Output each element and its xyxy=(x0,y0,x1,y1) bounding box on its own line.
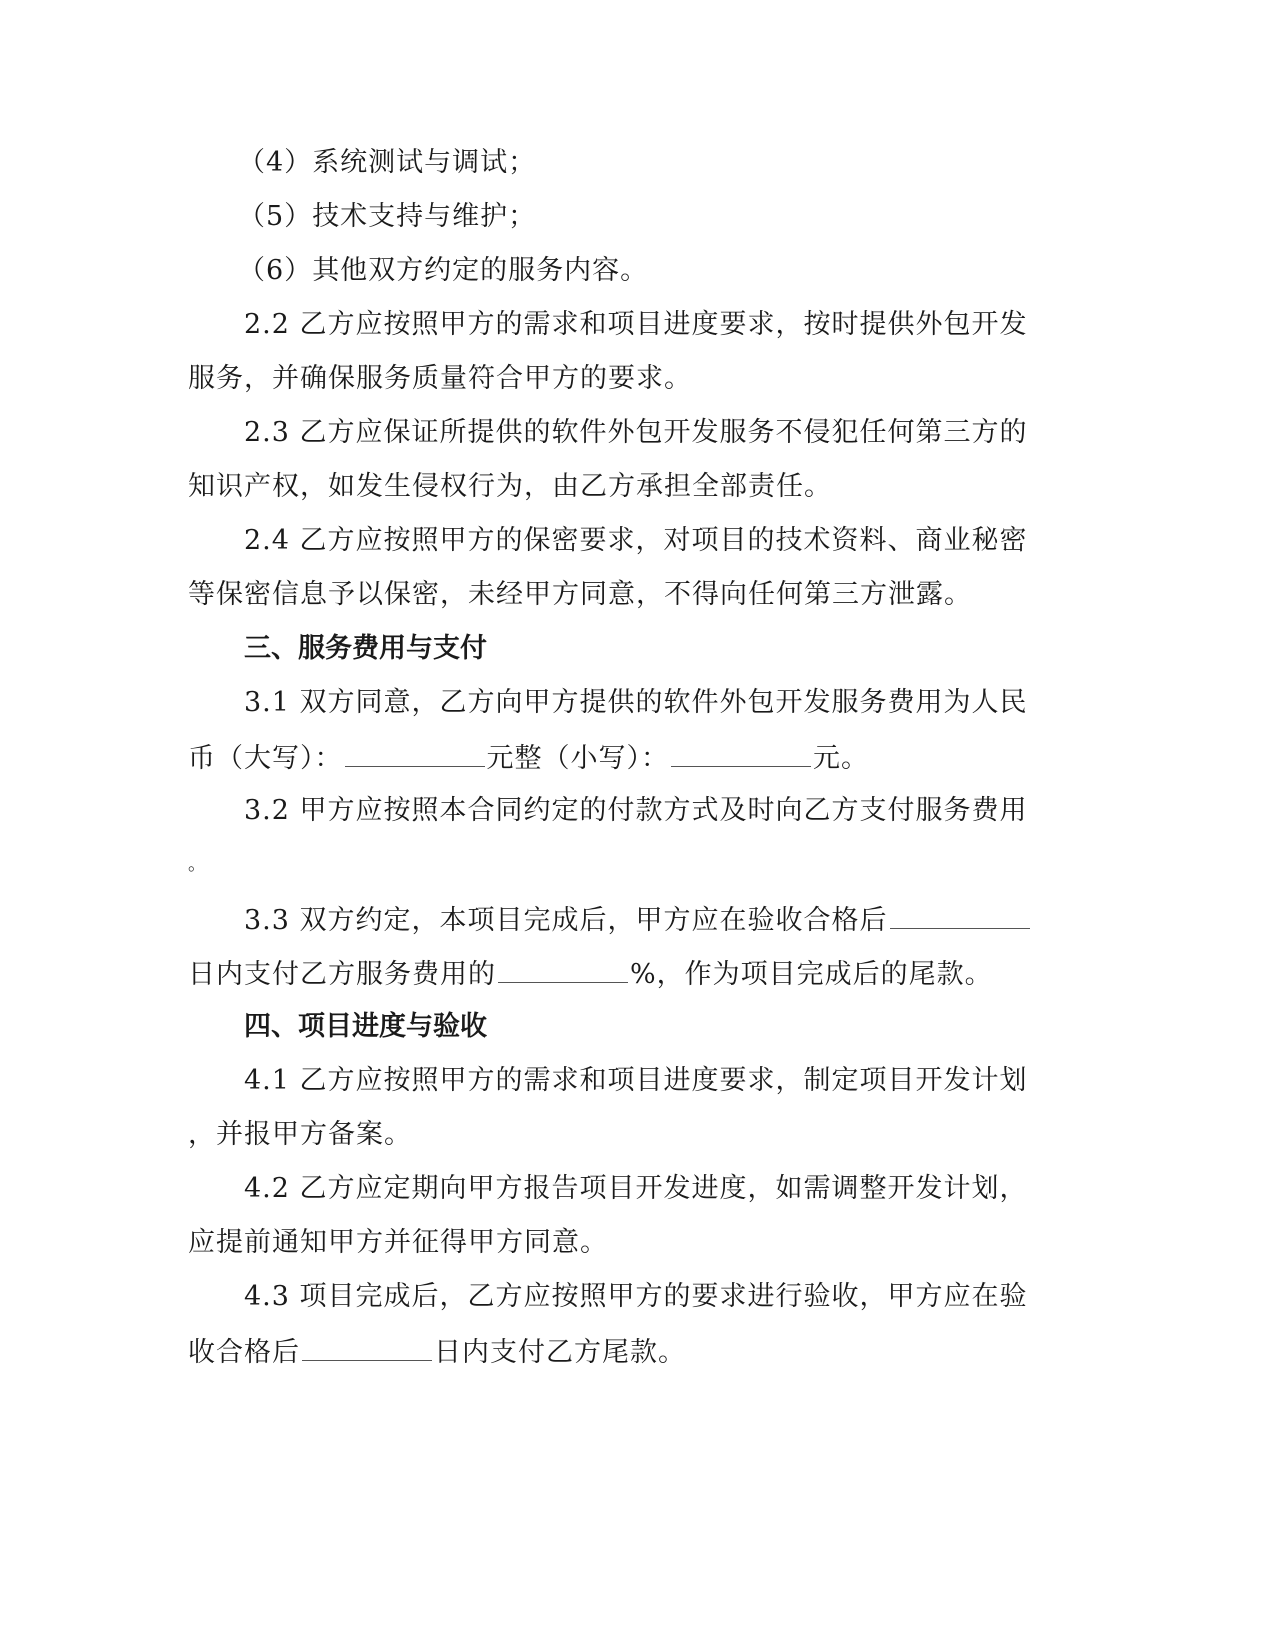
section-heading-3: 三、服务费用与支付 xyxy=(244,633,487,664)
clause-2-4-line2: 等保密信息予以保密，未经甲方同意，不得向任何第三方泄露。 xyxy=(188,579,972,610)
clause-2-3-line1: 2.3 乙方应保证所提供的软件外包开发服务不侵犯任何第三方的 xyxy=(244,417,1028,448)
list-marker: （4） xyxy=(238,147,313,178)
list-text: 其他双方约定的服务内容。 xyxy=(312,255,649,286)
clause-4-3-text2: 收合格后 xyxy=(188,1337,300,1368)
section-heading-4: 四、项目进度与验收 xyxy=(244,1011,487,1042)
amount-uppercase-label: 币（大写）： xyxy=(188,743,343,774)
payment-days-field[interactable] xyxy=(890,902,1030,929)
amount-uppercase-field[interactable] xyxy=(345,740,485,767)
amount-lowercase-field[interactable] xyxy=(671,740,811,767)
clause-3-3-text: 3.3 双方约定，本项目完成后，甲方应在验收合格后 xyxy=(244,905,888,936)
clause-4-2-line1: 4.2 乙方应定期向甲方报告项目开发进度，如需调整开发计划， xyxy=(244,1173,1028,1204)
clause-4-3-text3: 日内支付乙方尾款。 xyxy=(434,1337,686,1368)
clause-2-2-line1: 2.2 乙方应按照甲方的需求和项目进度要求，按时提供外包开发 xyxy=(244,309,1028,340)
amount-lowercase-label: 元整（小写）： xyxy=(486,743,669,774)
clause-4-2-line2: 应提前通知甲方并征得甲方同意。 xyxy=(188,1227,608,1258)
clause-3-3-line1 xyxy=(244,902,1032,938)
currency-unit: 元。 xyxy=(813,743,869,774)
clause-3-3-text3: %，作为项目完成后的尾款。 xyxy=(630,959,993,990)
list-item-5 xyxy=(238,200,536,234)
final-payment-days-field[interactable] xyxy=(302,1334,432,1361)
clause-2-4-line1: 2.4 乙方应按照甲方的保密要求，对项目的技术资料、商业秘密 xyxy=(244,525,1028,556)
clause-3-3-line2 xyxy=(188,956,993,992)
list-text: 技术支持与维护； xyxy=(312,201,537,232)
clause-2-3-line2: 知识产权，如发生侵权行为，由乙方承担全部责任。 xyxy=(188,471,832,502)
list-text: 系统测试与调试； xyxy=(312,147,537,178)
list-marker: （5） xyxy=(238,201,313,232)
clause-3-3-text2: 日内支付乙方服务费用的 xyxy=(188,959,496,990)
clause-3-1-line1: 3.1 双方同意，乙方向甲方提供的软件外包开发服务费用为人民 xyxy=(244,687,1028,718)
clause-4-1-line2: ，并报甲方备案。 xyxy=(188,1119,412,1150)
list-item-4 xyxy=(238,146,536,180)
clause-4-3-line1: 4.3 项目完成后，乙方应按照甲方的要求进行验收，甲方应在验 xyxy=(244,1281,1028,1312)
final-payment-percent-field[interactable] xyxy=(498,956,628,983)
clause-3-2-line2: 。 xyxy=(188,854,207,875)
clause-4-1-line1: 4.1 乙方应按照甲方的需求和项目进度要求，制定项目开发计划 xyxy=(244,1065,1028,1096)
list-marker: （6） xyxy=(238,255,313,286)
clause-2-2-line2: 服务，并确保服务质量符合甲方的要求。 xyxy=(188,363,692,394)
clause-3-1-line2 xyxy=(188,740,869,776)
clause-3-2-line1: 3.2 甲方应按照本合同约定的付款方式及时向乙方支付服务费用 xyxy=(244,795,1028,826)
clause-4-3-line2 xyxy=(188,1334,686,1370)
list-item-6 xyxy=(238,254,648,288)
